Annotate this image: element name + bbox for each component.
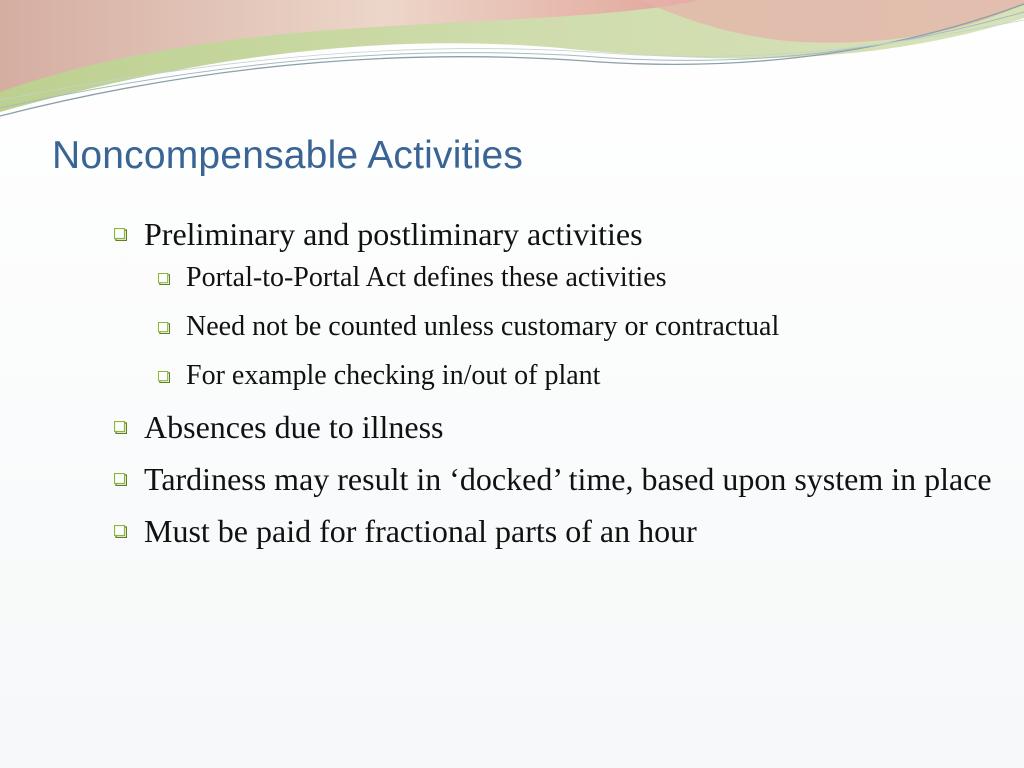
bullet-item (112, 509, 992, 553)
square-bullet-icon (114, 473, 127, 486)
sub-bullet-item (158, 258, 992, 298)
square-bullet-icon (158, 273, 170, 285)
bullet-text: Must be paid for fractional parts of an hour (144, 513, 697, 549)
bullet-item (112, 457, 992, 501)
bullet-list (112, 212, 992, 561)
square-bullet-icon (158, 371, 170, 383)
bullet-text: Preliminary and postliminary activities (144, 216, 643, 252)
bullet-item (112, 405, 992, 449)
square-bullet-icon (114, 421, 127, 434)
slide-title: Noncompensable Activities (52, 134, 524, 177)
bullet-text: Tardiness may result in ‘docked’ time, based upon system in place (144, 461, 992, 497)
square-bullet-icon (114, 525, 127, 538)
sub-bullet-list (158, 258, 992, 396)
header-wave-decoration (0, 0, 1024, 130)
sub-bullet-item (158, 307, 992, 347)
sub-bullet-text: For example checking in/out of plant (186, 360, 601, 391)
sub-bullet-text: Need not be counted unless customary or contractual (186, 311, 780, 342)
bullet-text: Absences due to illness (144, 409, 444, 445)
square-bullet-icon (114, 228, 127, 241)
bullet-item (112, 212, 992, 396)
sub-bullet-item (158, 356, 992, 396)
square-bullet-icon (158, 322, 170, 334)
sub-bullet-text: Portal-to-Portal Act defines these activities (186, 262, 667, 293)
